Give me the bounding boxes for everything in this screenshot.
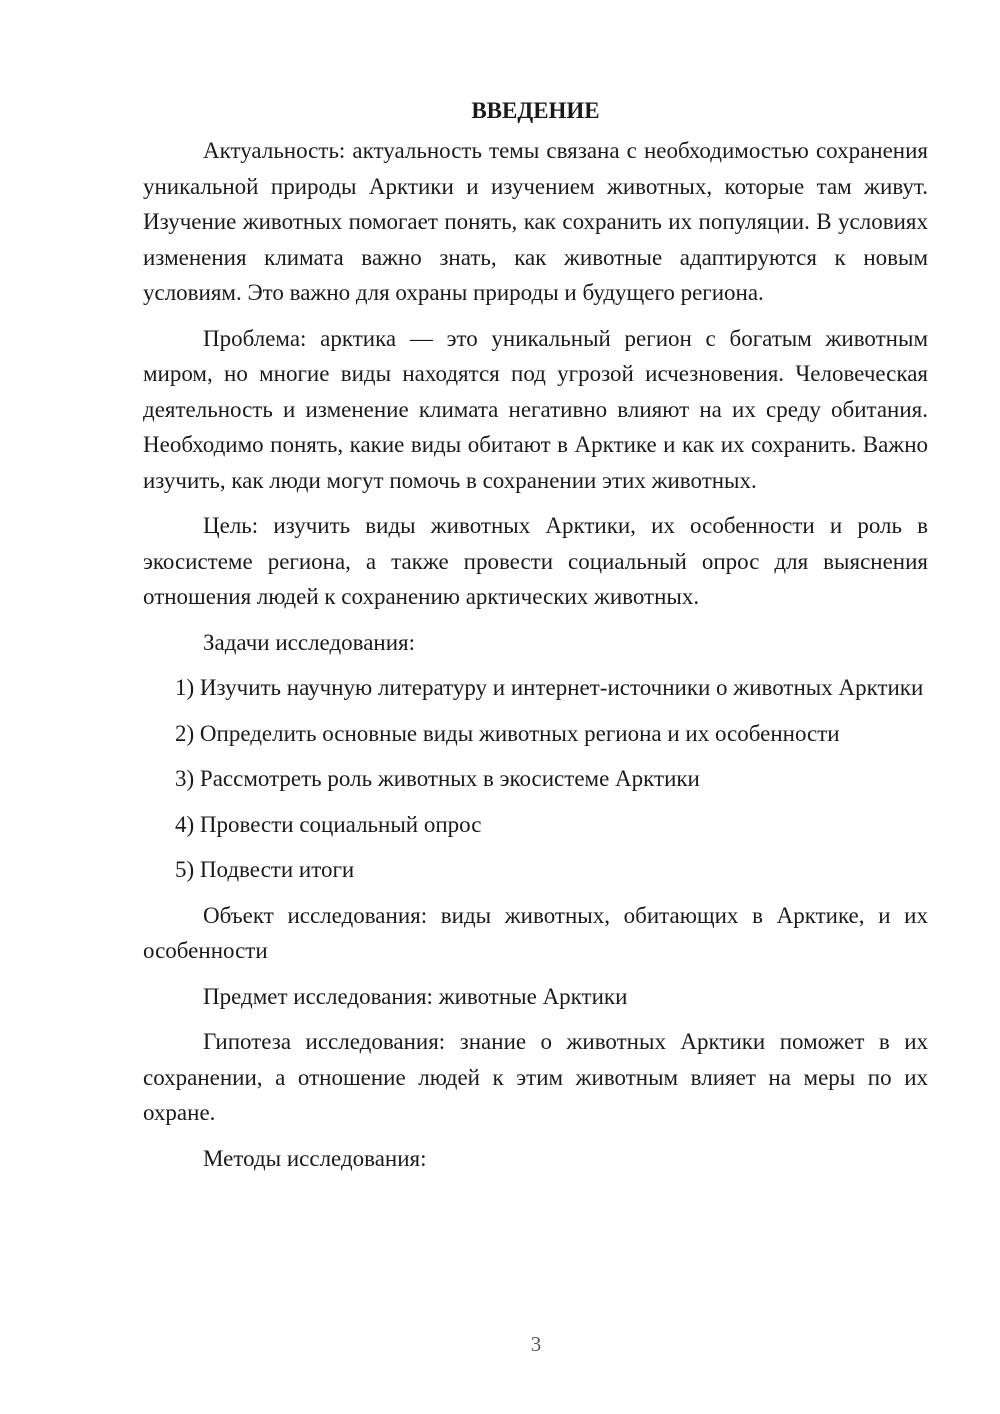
list-item: 2) Определить основные виды животных региона и их особенности: [175, 720, 840, 746]
paragraph-problem: Проблема: арктика — это уникальный регион с богатым животным миром, но многие виды находятся под угрозой исчезновения. Человеческая деятельность и изменение климата негативно влияют на их среду обитания. Необходимо понять, какие виды обитают в Арктике и как их сохранить. Важно изучить, как люди могут помочь в сохранении этих животных.: [143, 325, 928, 493]
list-item: 3) Рассмотреть роль животных в экосистеме Арктики: [175, 766, 700, 791]
paragraph-hypothesis: Гипотеза исследования: знание о животных Арктики поможет в их сохранении, а отношение людей к этим животным влияет на меры по их охране.: [143, 1029, 928, 1125]
list-item: 1) Изучить научную литературу и интернет-источники о животных Арктики: [175, 675, 924, 700]
paragraph-object: Объект исследования: виды животных, обитающих в Арктике, и их особенности: [143, 902, 928, 963]
paragraph-goal: Цель: изучить виды животных Арктики, их особенности и роль в экосистеме региона, а также провести социальный опрос для выяснения отношения людей к сохранению арктических животных.: [143, 513, 928, 609]
page-title: ВВЕДЕНИЕ: [471, 98, 600, 123]
list-item: 4) Провести социальный опрос: [175, 811, 482, 837]
list-item: 5) Подвести итоги: [175, 857, 355, 882]
page-number: 3: [530, 1332, 542, 1356]
document-page: [143, 93, 928, 1186]
methods-title: Методы исследования:: [203, 1145, 427, 1171]
paragraph-relevance: Актуальность: актуальность темы связана с необходимостью сохранения уникальной природы Арктики и изучением животных, которые там живут. Изучение животных помогает понять, как сохранить их популяции. В условиях изменения климата важно знать, как животные адаптируются к новым условиям. Это важно для охраны природы и будущего региона.: [143, 138, 928, 305]
tasks-list: [143, 670, 928, 888]
tasks-title: Задачи исследования:: [203, 629, 416, 655]
paragraph-subject: Предмет исследования: животные Арктики: [203, 983, 628, 1009]
